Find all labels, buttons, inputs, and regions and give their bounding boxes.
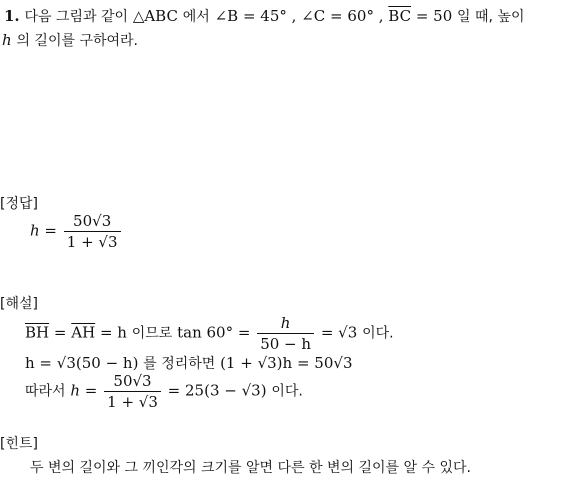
var-h: h [2,31,12,49]
hint-header: [힌트] [0,436,38,452]
sol-eq-h: = h [99,323,127,342]
problem-number: 1. [4,7,20,25]
sol-fraction-2 [104,372,161,411]
sol-line2-rhs: (1 + √3)h = 50√3 [220,354,353,372]
sol-line2-lhs: h = √3(50 − h) [25,354,139,372]
sol-rhs-1: = √3 [320,323,358,342]
segment-bh: $\overline{BH}$ [25,323,50,342]
problem-text-a: 다음 그림과 같이 [24,9,129,25]
answer-formula [30,212,123,251]
sol-fraction-1 [257,314,314,353]
sol-text-1: 이므로 [131,325,173,342]
sol-text-5: 이다. [271,383,303,400]
answer-denominator: 1 + √3 [64,231,121,251]
problem-line-1: 1. 다음 그림과 같이 △ABC 에서 ∠B = 45° , ∠C = 60° , $\overline{BC} = 50$ 일 때, 높이 [4,7,525,25]
angle-c: ∠C = 60° [301,7,374,25]
sol-text-3: 를 정리하면 [143,356,216,372]
sol-fraction-1-num: h [280,314,291,332]
segment-bc: $\overline{BC}$ [388,7,412,25]
sol-line3-rhs: = 25(3 − √3) [167,381,267,400]
segment-ah: $\overline{AH}$ [71,323,96,342]
answer-header: [정답] [0,196,38,212]
solution-line-1 [25,314,394,353]
segment-value: = 50 [415,7,453,25]
angle-b: ∠B = 45° [214,7,287,25]
sol-fraction-2-num: 50√3 [113,372,152,390]
triangle-label: △ABC [132,7,178,25]
sol-fraction-2-den: 1 + √3 [104,391,161,411]
sol-fraction-1-den: 50 − h [257,333,314,353]
solution-header: [해설] [0,296,38,312]
sol-line3-lhs: h = [70,381,98,400]
sol-eq: = [53,323,67,342]
answer-fraction [64,212,121,251]
sol-tan: tan 60° = [177,323,251,342]
problem-text-b: 에서 [182,9,210,25]
problem-text-c: 일 때, 높이 [457,9,525,25]
hint-text: 두 변의 길이와 그 끼인각의 크기를 알면 다른 한 변의 길이를 알 수 있다. [30,460,471,476]
solution-line-3 [25,372,303,411]
answer-numerator: 50√3 [73,212,112,230]
problem-text-d: 의 길이를 구하여라. [16,33,138,49]
solution-line-2 [25,353,353,373]
sol-text-2: 이다. [362,325,394,342]
sol-text-4: 따라서 [25,383,66,400]
answer-lhs: h = [30,221,57,240]
problem-line-2 [2,30,138,50]
